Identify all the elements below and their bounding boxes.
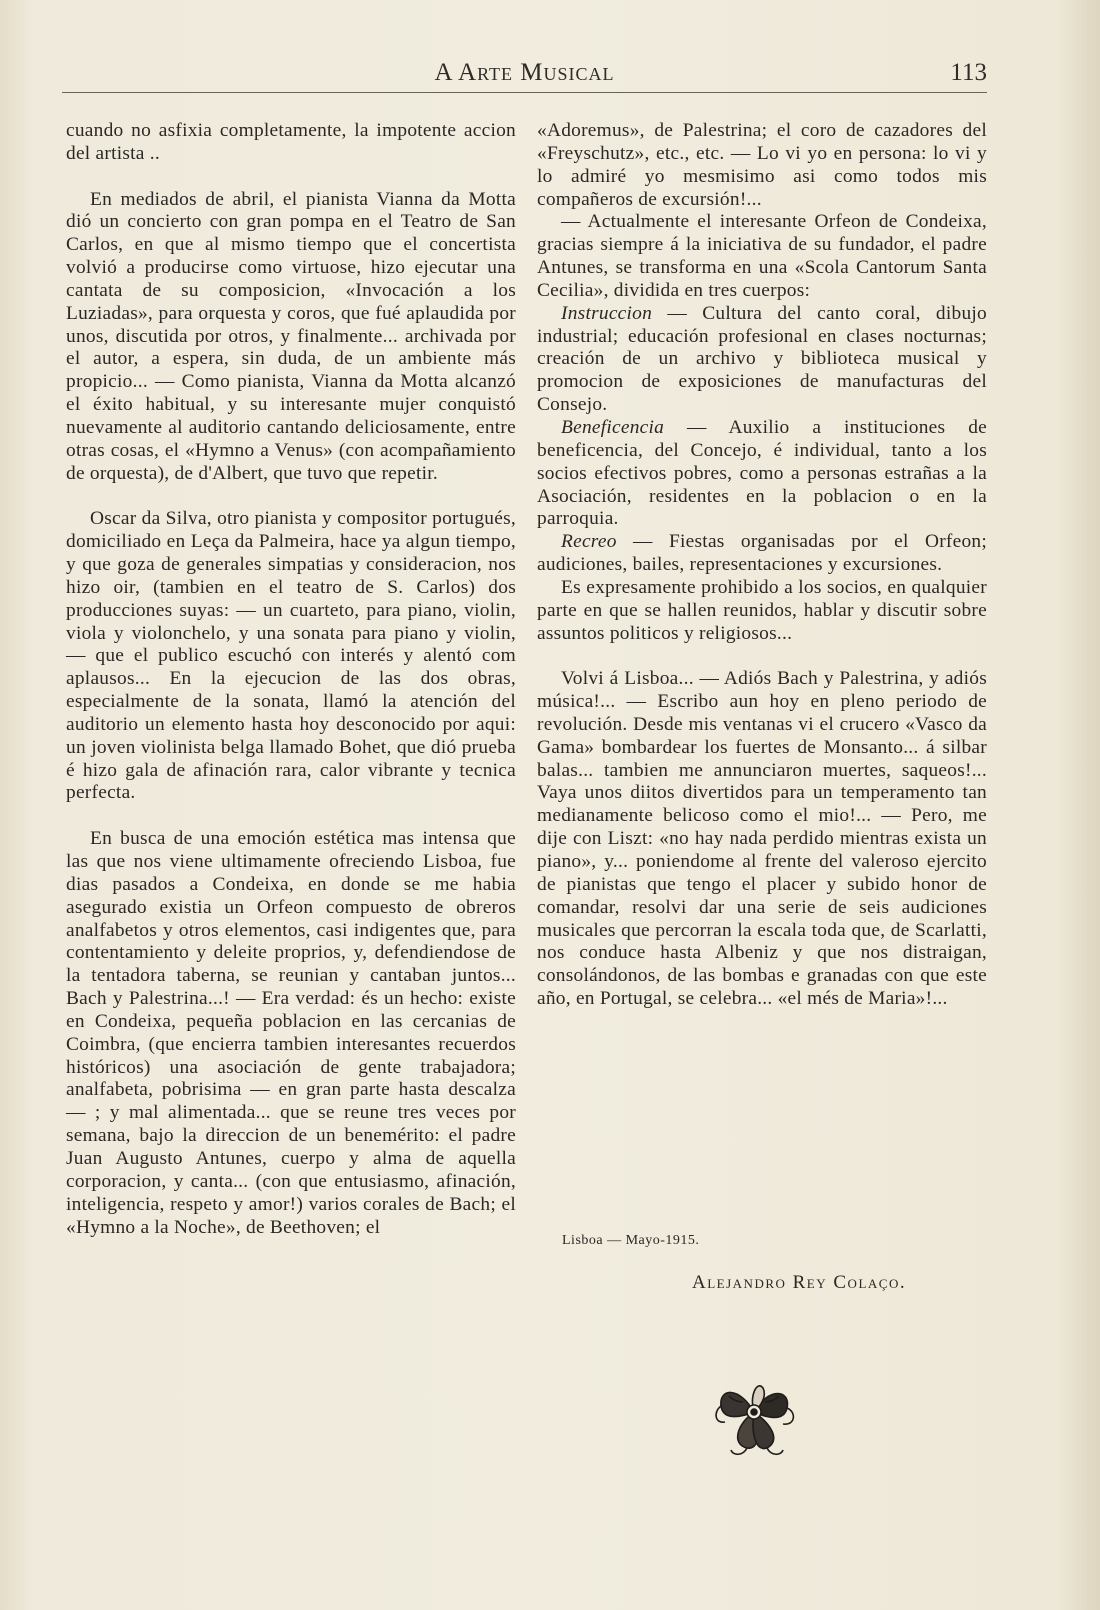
section-text: — Auxilio a instituciones de beneficencia, del Concejo, é individual, tanto a los socios efectivos pobres, como a personas estrañas a la Asociación, residentes en la poblacion o en la parroquia. (537, 416, 987, 530)
header-rule (62, 92, 987, 93)
paragraph: «Adoremus», de Palestrina; el coro de cazadores del «Freyschutz», etc., etc. — Lo vi yo en persona: lo vi y lo admiré yo mesmisimo asi como todos mis compañeros de excursión!... (537, 120, 987, 210)
section-recreo (537, 531, 987, 577)
paragraph: Es expresamente prohibido a los socios, en qualquier parte en que se hallen reunidos, hablar y discutir sobre assuntos politicos y religiosos... (537, 576, 987, 644)
page-number: 113 (950, 59, 987, 86)
flower-vignette-icon (709, 1366, 799, 1458)
running-title: A Arte Musical (434, 59, 615, 86)
section-label: Instruccion (561, 302, 653, 324)
section-label: Recreo (561, 531, 617, 553)
paragraph: — Actualmente el interesante Orfeon de Condeixa, gracias siempre á la iniciativa de su fundador, el padre Antunes, se transforma en una «Scola Cantorum Santa Cecilia», dividida en tres cuerpos: (537, 211, 987, 301)
section-text: — Cultura del canto coral, dibujo industrial; educación profesional en clases nocturnas; creación de un archivo y biblioteca musical y promocion de exposiciones de manufacturas del Consejo. (537, 302, 987, 416)
dateline: Lisboa — Mayo-1915. (562, 1233, 700, 1248)
left-column (66, 120, 516, 1239)
paragraph: En busca de una emoción estética mas intensa que las que nos viene ultimamente ofreciendo Lisboa, fue dias pasados a Condeixa, en donde se me habia asegurado existia un Orfeon compuesto de obreros analfabetos y otros elementos, casi indigentes que, para contentamiento y deleite proprios, y, defendiendose de la tentadora taberna, se reunian y cantaban juntos... Bach y Palestrina...! — Era verdad: és un hecho: existe en Condeixa, pequeña poblacion en las cercanias de Coimbra, (que encierra tambien interesantes recuerdos históricos) una asociación de gente trabajadora; analfabeta, pobrisima — en gran parte hasta descalza — ; y mal alimentada... que se reune tres veces por semana, bajo la direccion de un benemérito: el padre Juan Augusto Antunes, cuerpo y alma de aquella corporacion, y canta... (con que entusiasmo, afinación, inteligencia, respeto y amor!) varios corales de Bach; el «Hymno a la Noche», de Beethoven; el (66, 828, 516, 1238)
paragraph: Oscar da Silva, otro pianista y compositor portugués, domiciliado en Leça da Palmeira, hace ya algun tiempo, y que goza de generales simpatias y consideracion, nos hizo oir, (tambien en el teatro de S. Carlos) dos producciones suyas: — un cuarteto, para piano, violin, viola y violonchelo, y una sonata para piano y violin, — que el publico escuchó con interés y alentó com aplausos... En la ejecucion de las dos obras, especialmente de la sonata, llamó la atención del auditorio un elemento hasta hoy desconocido por aqui: un joven violinista belga llamado Bohet, que dió prueba é hizo gala de afinación rara, calor vibrante y tecnica perfecta. (66, 508, 516, 804)
page-header (62, 55, 987, 91)
author-signature: Alejandro Rey Colaço. (692, 1272, 907, 1293)
section-label: Beneficencia (561, 416, 665, 438)
paragraph: En mediados de abril, el pianista Vianna da Motta dió un concierto con gran pompa en el Teatro de San Carlos, en que al mismo tiempo que el concertista volvió a producirse como virtuose, hizo ejecutar una cantata de su composicion, «Invocación a los Luziadas», para orquesta y coros, que fué aplaudida por unos, discutida por otros, y finalmente... archivada por el autor, a espera, sin duda, de un ambiente más propicio... — Como pianista, Vianna da Motta alcanzó el éxito habitual, y su interesante mujer conquistó nuevamente al auditorio cantando deliciosamente, entre otras cosas, el «Hymno a Venus» (con acompañamiento de orquesta), de d'Albert, que tuvo que repetir. (66, 188, 516, 484)
paragraph: cuando no asfixia completamente, la impotente accion del artista .. (66, 120, 516, 164)
paragraph: Volvi á Lisboa... — Adiós Bach y Palestrina, y adiós música!... — Escribo aun hoy en pleno periodo de revolución. Desde mis ventanas vi el crucero «Vasco da Gama» bombardear los fuertes de Monsanto... á silbar balas... tambien me annunciaron muertes, saqueos!... Vaya unos diitos divertidos para un temperamento tan medianamente belicoso como el mio!... — Pero, me dije con Liszt: «no hay nada perdido mientras exista un piano», y... poniendome al frente del valeroso ejercito de pianistas que tengo el placer y subido honor de comandar, resolvi dar una serie de seis audiciones musicales que percorran la escala toda que, de Scarlatti, nos conduce hasta Albeniz y que nos distraigan, consolándonos, de las bombas e granadas con que este año, en Portugal, se celebra... «el més de Maria»!... (537, 668, 987, 1010)
section-beneficencia (537, 417, 987, 531)
section-instruccion (537, 303, 987, 417)
right-column (537, 120, 987, 1011)
section-text: — Fiestas organisadas por el Orfeon; audiciones, bailes, representaciones y excursiones. (537, 531, 987, 576)
